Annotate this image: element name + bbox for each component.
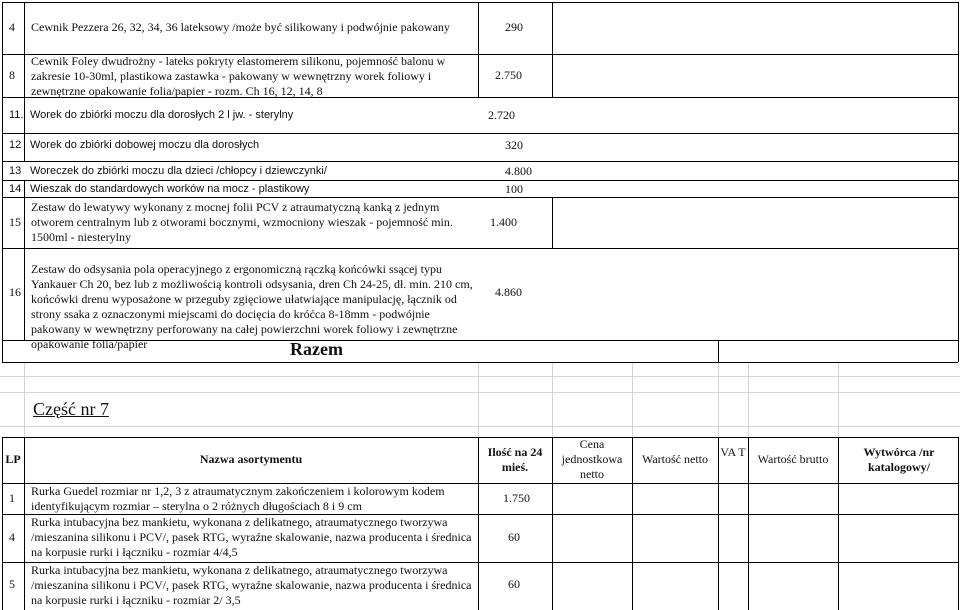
row-qty: 1.400 — [490, 215, 517, 229]
section-title: Część nr 7 — [33, 399, 109, 419]
row-lp: 14 — [9, 183, 22, 195]
row-lp: 15 — [9, 215, 21, 229]
row-name: Cewnik Pezzera 26, 32, 34, 36 lateksowy /może być silikowany i podwójnie pakowany — [31, 20, 450, 34]
row-lp: 4 — [9, 20, 15, 34]
row-lp: 16 — [9, 285, 21, 299]
row-qty: 290 — [505, 20, 523, 34]
row-qty: 4.860 — [495, 285, 522, 299]
row-name: Rurka intubacyjna bez mankietu, wykonana z delikatnego, atraumatycznego tworzywa /mieszanina silikonu i PCV/, pasek RTG, wyraźne skalowanie, nazwa producenta i średnica na korpusie rurki i łączniku - rozmiar 2/ 3,5 — [31, 563, 472, 607]
row-qty: 60 — [508, 577, 520, 591]
row-name: Wieszak do standardowych worków na mocz - plastikowy — [30, 183, 310, 195]
row-qty: 2.720 — [488, 108, 515, 122]
row-lp: 11. — [9, 109, 24, 121]
header-lp: LP — [5, 452, 21, 466]
row-qty: 2.750 — [495, 68, 522, 82]
row-name: Zestaw do odsysania pola operacyjnego z ergonomiczną rączką końcówki ssącej typu Yankauer Ch 20, bez lub z możliwością kontroli odsysania, dren Ch 24-25, dł. min. 210 cm, końcówki drenu wyposażone w przeguby zgięciowe ułatwiające manipulację, łącznik od strony ssaka z oznaczonymi miejscami do docięcia do króćca 8-18mm - podwójnie pakowany w wewnętrzny perforowany na całej powierzchni worek foliowy i zewnętrzne opakowanie folia/papier — [31, 262, 473, 351]
header-net-value: Wartość netto — [641, 452, 708, 466]
row-lp: 4 — [9, 530, 15, 544]
row-lp: 13 — [9, 165, 22, 177]
row-lp: 5 — [9, 577, 15, 591]
header-gross-value: Wartość brutto — [757, 452, 829, 466]
row-qty: 1.750 — [503, 491, 530, 505]
row-qty: 320 — [505, 138, 523, 152]
razem-label: Razem — [290, 339, 343, 359]
header-qty: Ilość na 24 mieś. — [487, 445, 543, 474]
row-qty: 4.800 — [505, 164, 532, 178]
row-name: Cewnik Foley dwudrożny - lateks pokryty elastomerem silikonu, pojemność balonu w zakresie 10-30ml, plastikowa zastawka - pakowany w wewnętrzny worek foliowy i zewnętrzne opakowanie folia/papier - rozm. Ch 16, 12, 14, 8 — [31, 54, 446, 98]
row-qty: 60 — [508, 530, 520, 544]
header-unit-price: Cena jednostkowa netto — [561, 437, 623, 481]
row-name: Worek do zbiórki dobowej moczu dla dorosłych — [30, 139, 260, 151]
row-lp: 12 — [9, 139, 22, 151]
row-name: Woreczek do zbiórki moczu dla dzieci /chłopcy i dziewczynki/ — [30, 165, 327, 177]
row-name: Rurka intubacyjna bez mankietu, wykonana z delikatnego, atraumatycznego tworzywa /mieszanina silikonu i PCV/, pasek RTG, wyraźne skalowanie, nazwa producenta i średnica na korpusie rurki i łączniku - rozmiar 4/4,5 — [31, 515, 472, 559]
header-vat: VA T — [720, 445, 746, 459]
header-producer: Wytwórca /nr katalogowy/ — [863, 445, 935, 474]
row-name: Zestaw do lewatywy wykonany z mocnej folii PCV z atraumatyczną kanką z jednym otworem centralnym lub z otworami bocznymi, wzmocniony wieszak - pojemność min. 1500ml - niesterylny — [31, 200, 453, 244]
row-name: Rurka Guedel rozmiar nr 1,2, 3 z atraumatycznym zakończeniem i kolorowym kodem identyfikującym rozmiar – sterylna o 2 różnych długościach 8 i 9 cm — [31, 484, 445, 513]
row-lp: 1 — [9, 491, 15, 505]
row-qty: 100 — [505, 182, 523, 196]
row-lp: 8 — [9, 68, 15, 82]
row-name: Worek do zbiórki moczu dla dorosłych 2 l jw. - sterylny — [30, 109, 294, 121]
header-name: Nazwa asortymentu — [199, 452, 303, 466]
